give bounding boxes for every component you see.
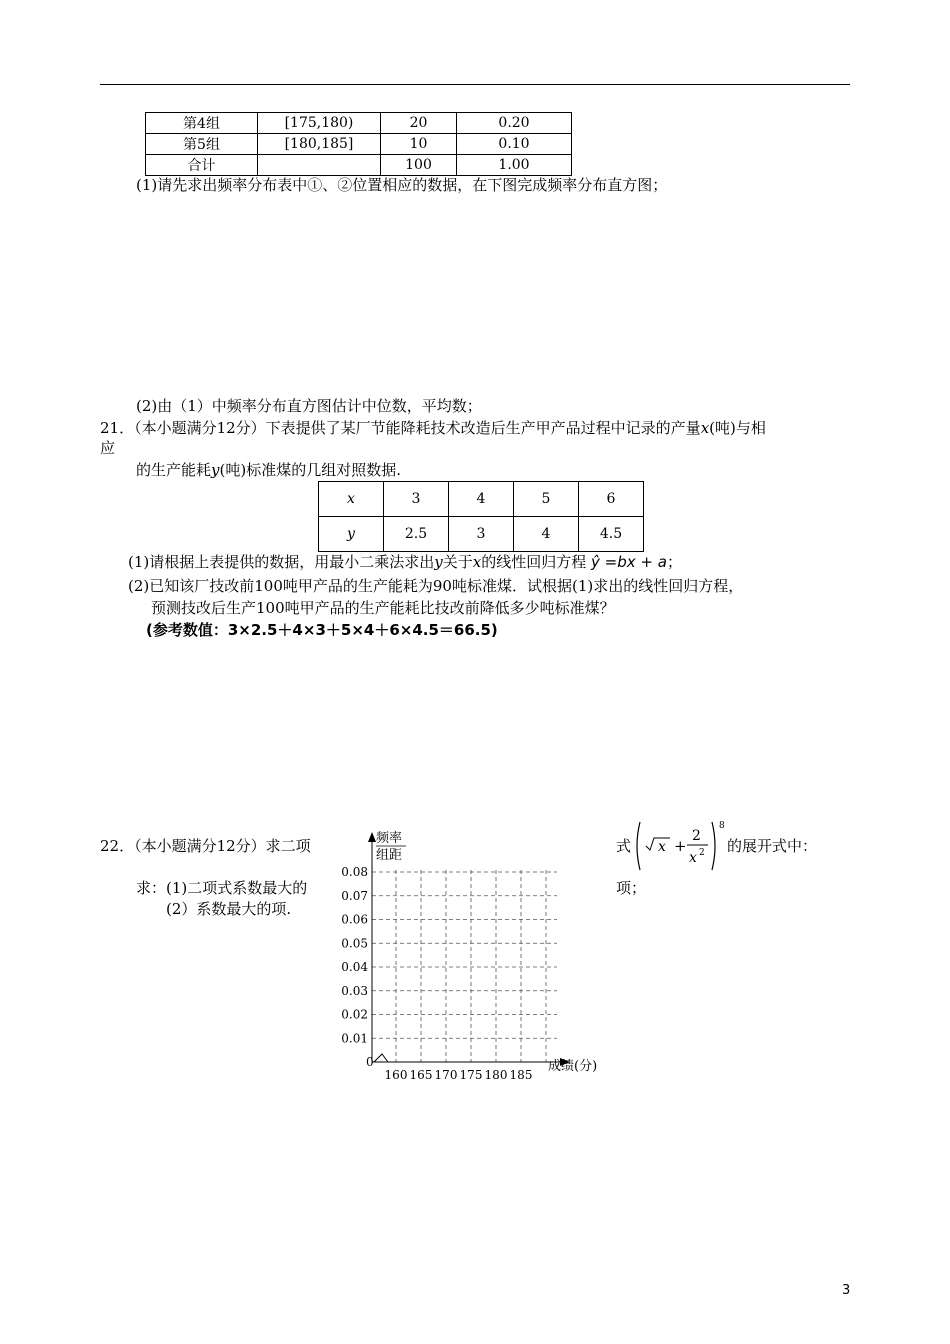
q22-intro: 22．（本小题满分12分）求二项 <box>100 837 311 855</box>
table-row <box>319 482 644 517</box>
origin-label: 0 <box>366 1055 374 1069</box>
plus-sign: + <box>674 837 687 855</box>
x-tick-label: 175 <box>459 1068 483 1082</box>
q21-reference-values: (参考数值：3×2.5＋4×3＋5×4＋6×4.5＝66.5) <box>146 621 498 639</box>
q22-ask2: (2）系数最大的项. <box>166 900 292 918</box>
y-tick-label: 0.03 <box>341 983 368 998</box>
q21-line1-end: (吨)与相 <box>709 419 766 437</box>
table-row <box>146 155 572 176</box>
q21-part1-end: ； <box>666 553 682 571</box>
table-cell: 10 <box>381 134 457 155</box>
y-tick-label: 0.05 <box>341 936 368 951</box>
table-cell: 0.20 <box>457 113 572 134</box>
table-cell: [180,185] <box>258 134 381 155</box>
header-rule <box>100 84 850 85</box>
table-cell: 4.5 <box>579 517 644 552</box>
var-x: x <box>700 419 710 437</box>
table-cell: 1.00 <box>457 155 572 176</box>
q21-part1-a: (1)请根据上表提供的数据，用最小二乘法求出 <box>128 553 435 571</box>
table-cell: 第4组 <box>146 113 258 134</box>
y-tick-label: 0.01 <box>341 1031 368 1046</box>
table-cell: 0.10 <box>457 134 572 155</box>
var-y: y <box>434 553 443 571</box>
q22-expr-right: 的展开式中： <box>727 837 818 855</box>
y-tick-label: 0.06 <box>341 912 368 927</box>
y-tick-label: 0.07 <box>341 888 368 903</box>
table-cell: 4 <box>449 482 514 517</box>
x-axis-label: 成绩(分) <box>548 1059 598 1074</box>
xy-data-table <box>318 481 644 552</box>
y-tick-labels <box>341 865 368 1045</box>
y-tick-label: 0.08 <box>341 865 368 879</box>
table-row <box>146 134 572 155</box>
table-cell: x <box>319 482 384 517</box>
fraction-numerator: 2 <box>692 828 701 844</box>
q22-ask1: 求：(1)二项式系数最大的 <box>136 879 308 897</box>
table-cell: [175,180) <box>258 113 381 134</box>
axis-break <box>374 1054 388 1062</box>
q21-line2-start: 的生产能耗 <box>136 461 212 479</box>
regression-equation: ŷ =bx + a <box>591 553 667 571</box>
right-paren <box>712 822 715 870</box>
page-number: 3 <box>842 1283 851 1298</box>
q21-line1-text: 21．（本小题满分12分）下表提供了某厂节能降耗技术改造后生产甲产品过程中记录的产量 <box>100 419 701 437</box>
table-cell: 3 <box>384 482 449 517</box>
y-axis-arrow <box>368 832 376 842</box>
q20-part1: (1)请先求出频率分布表中①、②位置相应的数据，在下图完成频率分布直方图； <box>136 176 668 194</box>
table-cell: 合计 <box>146 155 258 176</box>
frequency-histogram <box>330 826 620 1082</box>
var-x: x <box>472 553 482 571</box>
table-cell: 4 <box>514 517 579 552</box>
x-tick-label: 180 <box>484 1068 508 1082</box>
frequency-table <box>145 112 572 176</box>
q21-part1 <box>128 552 682 572</box>
y-label-top: 频率 <box>376 831 403 846</box>
sqrt-radicand: x <box>658 839 666 855</box>
chart-grid <box>372 870 557 1062</box>
table-cell: 3 <box>449 517 514 552</box>
left-paren <box>637 822 640 870</box>
table-cell: 第5组 <box>146 134 258 155</box>
table-cell: 6 <box>579 482 644 517</box>
table-cell: y <box>319 517 384 552</box>
table-cell: 20 <box>381 113 457 134</box>
table-cell: 100 <box>381 155 457 176</box>
table-cell: 2.5 <box>384 517 449 552</box>
fraction-denominator: x <box>689 850 697 866</box>
y-tick-label: 0.04 <box>341 960 368 974</box>
y-label-bottom: 组距 <box>376 848 403 863</box>
q22-intro-right: 式 <box>616 837 632 855</box>
var-y: y <box>211 461 220 479</box>
x-tick-label: 160 <box>384 1068 408 1082</box>
x-tick-label: 170 <box>434 1068 458 1082</box>
denominator-exponent: 2 <box>699 848 705 858</box>
q21-part2-b: 预测技改后生产100吨甲产品的生产能耗比技改前降低多少吨标准煤？ <box>151 599 615 617</box>
power-exponent: 8 <box>719 821 725 831</box>
q21-line1 <box>100 418 766 438</box>
q21-line2 <box>136 460 401 480</box>
q21-part2-a: (2)已知该厂技改前100吨甲产品的生产能耗为90吨标准煤．试根据(1)求出的线性回归方程， <box>128 577 744 595</box>
table-cell: 5 <box>514 482 579 517</box>
q22-ask1-right: 项； <box>616 879 647 897</box>
q20-part2: (2)由（1）中频率分布直方图估计中位数，平均数； <box>136 397 482 415</box>
x-tick-labels <box>385 1068 533 1082</box>
q21-part1-b: 关于 <box>442 553 473 571</box>
table-row <box>146 113 572 134</box>
x-tick-label: 165 <box>409 1068 433 1082</box>
q21-line2-end: (吨)标准煤的几组对照数据. <box>219 461 401 479</box>
q21-part1-c: 的线性回归方程 <box>481 553 587 571</box>
table-cell <box>258 155 381 176</box>
x-tick-label: 185 <box>509 1068 533 1082</box>
y-tick-label: 0.02 <box>341 1007 368 1022</box>
table-row <box>319 517 644 552</box>
q21-line1-wrap: 应 <box>100 439 116 457</box>
binomial-expression <box>632 818 728 874</box>
